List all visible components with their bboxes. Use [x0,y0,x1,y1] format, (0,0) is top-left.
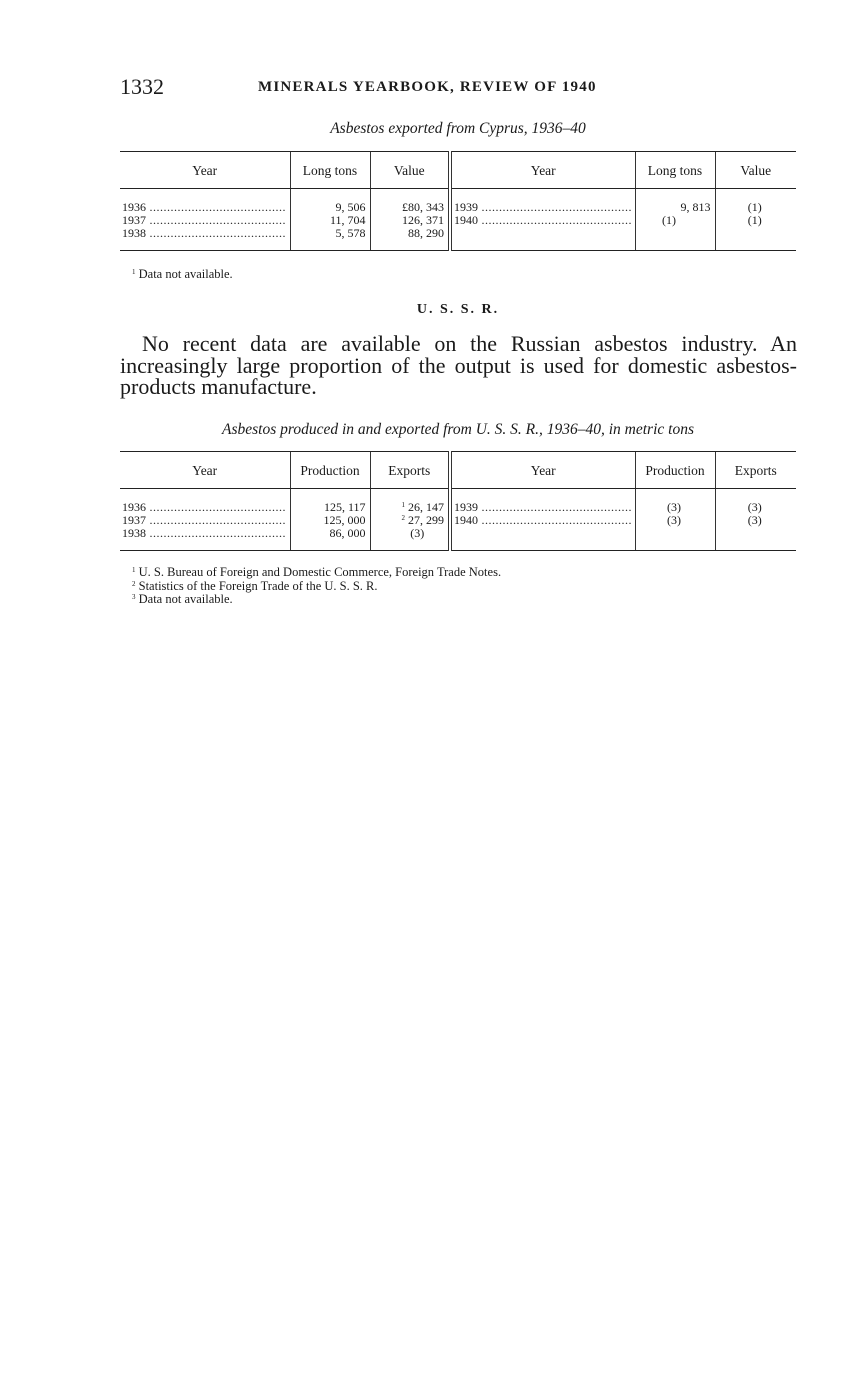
ussr-table-caption: Asbestos produced in and exported from U. S. S. R., 1936–40, in metric tons [222,421,694,438]
section-title: U. S. S. R. [416,302,500,317]
table-cell: (3) [667,513,681,527]
table-cell-value: 27, 299 [408,513,444,527]
col-header-year: Year [450,152,635,189]
long-tons-column-left [290,189,370,251]
table-cell: 1940 ..... [454,514,631,527]
table-cell: (3) [747,500,762,514]
table-cell: 1940 ..... [454,214,631,227]
production-column-right [635,489,715,551]
col-header-long-tons: Long tons [290,152,370,189]
footnote-marker: 1 [132,268,136,276]
footnote-marker: 1 [401,501,405,509]
page-number: 1332 [120,74,164,99]
table-cell: 1937 ..... [122,214,286,227]
table-cell: (1) [747,213,762,227]
col-header-production: Production [290,452,370,489]
table-cell: 9, 506 [335,200,366,214]
table-cell: 86, 000 [329,526,366,540]
long-tons-column-right [635,189,715,251]
col-header-exports: Exports [715,452,796,489]
footnote-text: Statistics of the Foreign Trade of the U. S. S. R. [138,578,378,593]
year-column-left [120,189,290,251]
col-header-exports: Exports [370,452,450,489]
col-header-year: Year [120,452,290,489]
col-header-year: Year [120,152,290,189]
table-cell: 9, 813 [680,200,711,214]
table-cell: 1938 ..... [122,227,286,240]
footnote [132,566,501,580]
table-cell: (3) [747,513,762,527]
footnote-text: U. S. Bureau of Foreign and Domestic Commerce, Foreign Trade Notes. [138,565,502,579]
table-cell: 1937 ..... [122,514,286,527]
value-column-right [715,189,796,251]
body-paragraph: No recent data are available on the Russian asbestos industry. An increasingly large proportion of the output is used for domestic asbestos-products manufacture. [120,331,797,399]
ussr-footnotes [132,566,501,607]
col-header-value: Value [715,152,796,189]
page-header [120,74,800,104]
footnote-marker: 2 [132,579,136,588]
footnote [132,580,501,594]
col-header-long-tons: Long tons [635,152,715,189]
footnote-marker: 2 [401,514,405,522]
table-header-row [120,452,796,489]
table-cell: 1939 ..... [454,501,631,514]
table-cell: (1) [662,213,676,227]
footnote-marker: 1 [132,566,136,574]
table-cell: 1939 ..... [454,201,631,214]
col-header-year: Year [450,452,635,489]
table-cell: (3) [667,500,681,514]
col-header-production: Production [635,452,715,489]
footnote-text: Data not available. [138,267,233,281]
table-cell: 1936 ..... [122,201,286,214]
table-header-row [120,152,796,189]
table-cell: 88, 290 [408,226,444,240]
footnote-text: Data not available. [138,592,233,606]
table-cell: (1) [747,200,762,214]
table-cell: 1936 ..... [122,501,286,514]
value-column-left [370,189,450,251]
year-column-right [450,189,635,251]
table-cell: 126, 371 [402,213,444,227]
table-cell: 125, 000 [323,513,366,527]
table-cell: (3) [410,526,425,540]
table-cell: 11, 704 [329,213,366,227]
year-column-right [450,489,635,551]
table-cell: 5, 578 [335,226,366,240]
col-header-value: Value [370,152,450,189]
running-head: MINERALS YEARBOOK, REVIEW OF 1940 [258,79,597,95]
year-column-left [120,489,290,551]
cyprus-footnote [132,268,233,281]
table-body-row [120,189,796,251]
production-column-left [290,489,370,551]
cyprus-table-caption: Asbestos exported from Cyprus, 1936–40 [330,120,586,137]
exports-column-right [715,489,796,551]
table-cell-value: 26, 147 [408,500,444,514]
footnote [132,593,501,607]
table-cell: 1938 ..... [122,527,286,540]
table-body-row [120,489,796,551]
exports-column-left [370,489,450,551]
table-cell [373,514,445,527]
table-cell: £80, 343 [402,200,444,214]
cyprus-table [120,151,796,251]
table-cell: 125, 117 [323,500,366,514]
footnote-marker: 3 [132,593,136,601]
ussr-table [120,451,796,551]
